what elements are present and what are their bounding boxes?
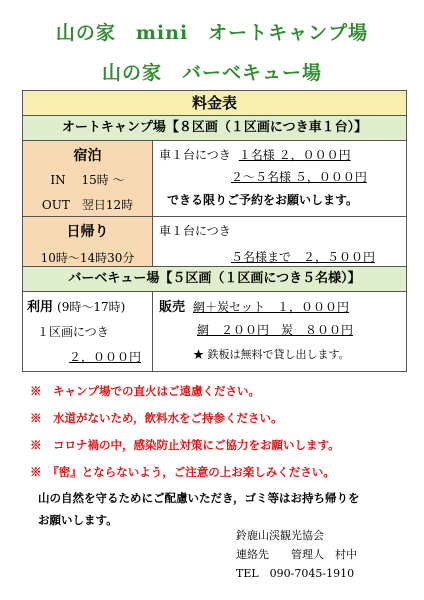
closing-line: 山の自然を守るためにご配慮いただき，ゴミ等はお持ち帰りを: [38, 491, 360, 505]
checkout-time: OUT 翌日12時: [41, 198, 134, 212]
day-label-cell: [23, 217, 153, 267]
contact-person: 連絡先 管理人 村中: [236, 548, 357, 561]
note-item: ※ 『密』とならないよう，ご注意の上お楽しみください。: [30, 465, 335, 479]
day-label: 日帰り: [66, 224, 109, 240]
bbq-section-title: バーベキュー場【５区画（１区画につき５名様）】: [23, 267, 407, 292]
note-item: ※ コロナ禍の中，感染防止対策にご協力をお願いします。: [30, 438, 340, 452]
bbq-use-cell: [23, 292, 153, 372]
bbq-sale-cell: [153, 292, 407, 372]
iron-plate-note: ★ 鉄板は無料で貸し出します。: [193, 348, 350, 361]
sale-set-price: 網＋炭セット １，０００円: [193, 300, 350, 314]
notes-list: [30, 381, 340, 489]
title-autocamp: 山の家 mini オートキャンプ場: [55, 22, 369, 44]
stay-per-car: 車１台につき: [159, 148, 231, 162]
reservation-note: できる限りご予約をお願いします。: [167, 193, 359, 207]
bbq-price: ２，０００円: [69, 350, 142, 364]
day-hours: 10時～14時30分: [40, 251, 135, 265]
closing-message: [38, 487, 360, 531]
contact-footer: [236, 526, 357, 583]
note-item: ※ キャンプ場での直火はご遠慮ください。: [30, 384, 260, 398]
closing-line: お願いします。: [38, 513, 118, 527]
bbq-per-area: １区画につき: [37, 325, 109, 339]
day-price: ５名様まで ２，５００円: [231, 250, 376, 264]
day-price-cell: [153, 217, 407, 267]
note-item: ※ 水道がないため，飲料水をご持参ください。: [30, 411, 283, 425]
stay-label: 宿泊: [73, 148, 102, 164]
checkin-time: IN 15時 ～: [50, 173, 125, 187]
autocamp-section-title: オートキャンプ場【８区画（１区画につき車１台）】: [23, 116, 407, 141]
stay-price-cell: [153, 141, 407, 217]
fee-table-header: 料金表: [23, 91, 407, 116]
bbq-use-hours: (9時～17時): [57, 300, 126, 314]
sale-net-charcoal-price: 網 ２００円 炭 ８００円: [197, 323, 354, 337]
phone-number: TEL 090-7045-1910: [236, 567, 355, 580]
bbq-use-label: 利用: [27, 300, 54, 315]
day-per-car: 車１台につき: [159, 224, 231, 238]
stay-price-1: １名様 ２，０００円: [238, 148, 351, 162]
sale-label: 販売: [159, 300, 186, 315]
stay-label-cell: [23, 141, 153, 217]
title-bbq: 山の家 バーベキュー場: [101, 62, 322, 84]
organization-name: 鈴鹿山渓観光協会: [236, 529, 324, 542]
fee-table: [22, 90, 407, 372]
stay-price-2-5: ２～５名様 ５，０００円: [231, 170, 367, 184]
